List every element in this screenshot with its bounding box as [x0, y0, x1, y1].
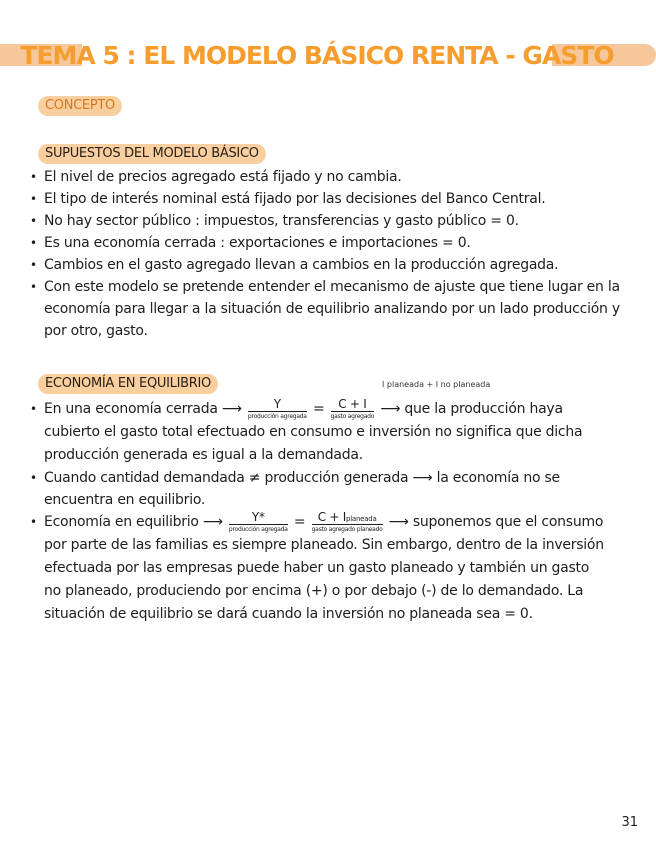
- item3-post: ⟶ suponemos que el consumo por parte de las familias es siempre planeado. Sin embargo, dentro de la inversión efectuada por las empresas puede haber un gasto planeado y también un gasto no planeado, produciendo por encima (+) o por debajo (-) de lo demandado. La situación de equilibrio se dará cuando la inversión no planeada sea = 0.: [44, 514, 604, 622]
- page-number: 31: [621, 815, 638, 830]
- fraction-ci-planeada: [312, 511, 383, 533]
- list-item: [30, 511, 610, 626]
- fraction-denominator: producción agregada: [228, 526, 288, 533]
- fraction-y: [248, 398, 307, 420]
- page-title: TEMA 5 : EL MODELO BÁSICO RENTA - GASTO: [82, 33, 552, 77]
- list-item: [30, 398, 610, 467]
- item3-pre: Economía en equilibrio ⟶: [44, 514, 223, 530]
- item1-pre: En una economía cerrada ⟶: [44, 401, 242, 417]
- list-item: • Es una economía cerrada : exportaciones e importaciones = 0.: [30, 232, 630, 254]
- fraction-denominator: gasto agregado planeado: [311, 526, 383, 533]
- concepto-label: CONCEPTO: [38, 96, 122, 116]
- fraction-denominator: producción agregada: [247, 413, 307, 420]
- fraction-numerator: Y*: [229, 511, 288, 525]
- fraction-numerator: Y: [248, 398, 307, 412]
- list-item: • Con este modelo se pretende entender el mecanismo de ajuste que tiene lugar en la economía para llegar a la situación de equilibrio analizando por un lado producción y por otro, gasto.: [30, 276, 630, 342]
- fraction-numerator-text: C + I: [317, 510, 347, 524]
- supuestos-heading: SUPUESTOS DEL MODELO BÁSICO: [38, 144, 266, 164]
- fraction-numerator: C + I: [331, 398, 375, 412]
- list-item: • El nivel de precios agregado está fijado y no cambia.: [30, 166, 630, 188]
- list-item: • El tipo de interés nominal está fijado por las decisiones del Banco Central.: [30, 188, 630, 210]
- equilibrio-list: [30, 398, 610, 626]
- equals-sign: =: [312, 401, 325, 417]
- list-item: • Cambios en el gasto agregado llevan a cambios en la producción agregada.: [30, 254, 630, 276]
- item1-post: ⟶ que la producción haya cubierto el gasto total efectuado en consumo e inversión no significa que dicha producción generada es igual a la demandada.: [44, 401, 583, 463]
- fraction-denominator: gasto agregado: [330, 413, 375, 420]
- supuestos-list: [30, 166, 630, 342]
- inversion-note: I planeada + I no planeada: [382, 380, 491, 389]
- planeada-subscript: planeada: [346, 515, 377, 523]
- list-item: • Cuando cantidad demandada ≠ producción generada ⟶ la economía no se encuentra en equilibrio.: [30, 467, 610, 511]
- fraction-ci: [331, 398, 375, 420]
- fraction-ystar: [229, 511, 288, 533]
- list-item: • No hay sector público : impuestos, transferencias y gasto público = 0.: [30, 210, 630, 232]
- fraction-numerator: [312, 511, 383, 525]
- equals-sign: =: [293, 514, 306, 530]
- equilibrio-heading: ECONOMÍA EN EQUILIBRIO: [38, 374, 218, 394]
